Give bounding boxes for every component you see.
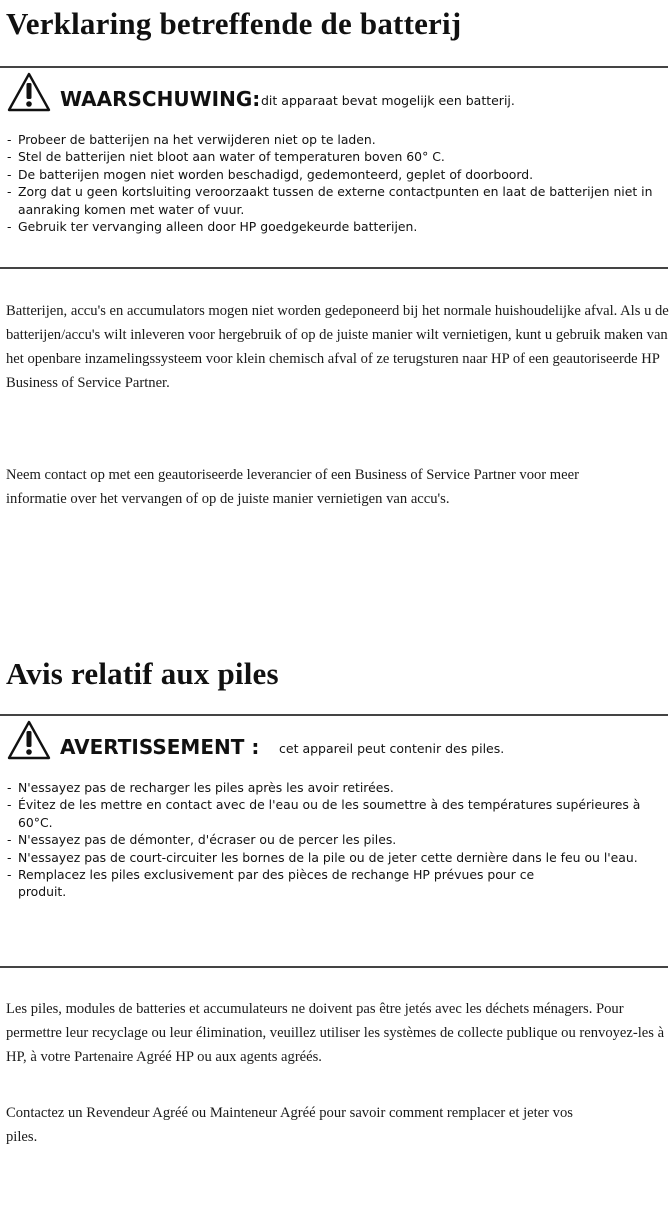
dutch-warning-text: dit apparaat bevat mogelijk een batterij. bbox=[261, 93, 515, 108]
list-item: - Stel de batterijen niet bloot aan water of temperaturen boven 60° C. bbox=[7, 148, 667, 165]
list-item: - Gebruik ter vervanging alleen door HP goedgekeurde batterijen. bbox=[7, 218, 667, 235]
list-item: - Probeer de batterijen na het verwijderen niet op te laden. bbox=[7, 131, 667, 148]
dutch-warning-top-rule bbox=[0, 66, 668, 68]
list-item: - Zorg dat u geen kortsluiting veroorzaakt tussen de externe contactpunten en laat de batterijen niet in aanraking komen met water of vuur. bbox=[7, 183, 654, 218]
list-item: - Évitez de les mettre en contact avec de l'eau ou de les soumettre à des températures supérieures à 60°C. bbox=[7, 796, 658, 831]
dutch-paragraph-contact: Neem contact op met een geautoriseerde leverancier of een Business of Service Partner voor meer informatie over het vervangen of op de juiste manier vernietigen van accu's. bbox=[6, 467, 579, 507]
french-paragraph-contact: Contactez un Revendeur Agréé ou Mainteneur Agréé pour savoir comment remplacer et jeter vos piles. bbox=[6, 1105, 573, 1145]
list-item: - De batterijen mogen niet worden beschadigd, gedemonteerd, geplet of doorboord. bbox=[7, 166, 667, 183]
warning-triangle-icon bbox=[7, 720, 51, 760]
dutch-paragraph-disposal: Batterijen, accu's en accumulators mogen niet worden gedeponeerd bij het normale huishoudelijke afval. Als u de batterijen/accu's wilt inleveren voor hergebruik of op de juiste manier wilt vernietigen, kunt u gebruik maken van het openbare inzamelingssysteem voor klein chemisch afval of ze terugsturen naar HP of een geautoriseerde HP Business of Service Partner. bbox=[6, 303, 669, 391]
french-warning-list bbox=[7, 779, 667, 901]
french-warning-header bbox=[7, 720, 667, 764]
french-warning-bottom-rule bbox=[0, 966, 668, 968]
dutch-title: Verklaring betreffende de batterij bbox=[6, 6, 462, 41]
list-item: - N'essayez pas de démonter, d'écraser ou de percer les piles. bbox=[7, 831, 667, 848]
french-warning-label: AVERTISSEMENT : bbox=[60, 735, 260, 759]
french-warning-text: cet appareil peut contenir des piles. bbox=[279, 741, 505, 756]
list-item: - N'essayez pas de recharger les piles après les avoir retirées. bbox=[7, 779, 667, 796]
dutch-warning-label: WAARSCHUWING: bbox=[60, 87, 261, 111]
dutch-warning-list bbox=[7, 131, 667, 235]
dutch-warning-bottom-rule bbox=[0, 267, 668, 269]
list-item: - N'essayez pas de court-circuiter les bornes de la pile ou de jeter cette dernière dans le feu ou l'eau. bbox=[7, 849, 662, 866]
dutch-warning-header bbox=[7, 72, 667, 116]
french-title: Avis relatif aux piles bbox=[6, 656, 279, 691]
french-warning-top-rule bbox=[0, 714, 668, 716]
list-item: - Remplacez les piles exclusivement par des pièces de rechange HP prévues pour ce produit. bbox=[7, 866, 578, 901]
warning-triangle-icon bbox=[7, 72, 51, 112]
french-paragraph-disposal: Les piles, modules de batteries et accumulateurs ne doivent pas être jetés avec les déchets ménagers. Pour permettre leur recyclage ou leur élimination, veuillez utiliser les systèmes de collecte publique ou renvoyez-les à HP, à votre Partenaire Agréé HP ou aux agents agréés. bbox=[6, 1001, 665, 1065]
